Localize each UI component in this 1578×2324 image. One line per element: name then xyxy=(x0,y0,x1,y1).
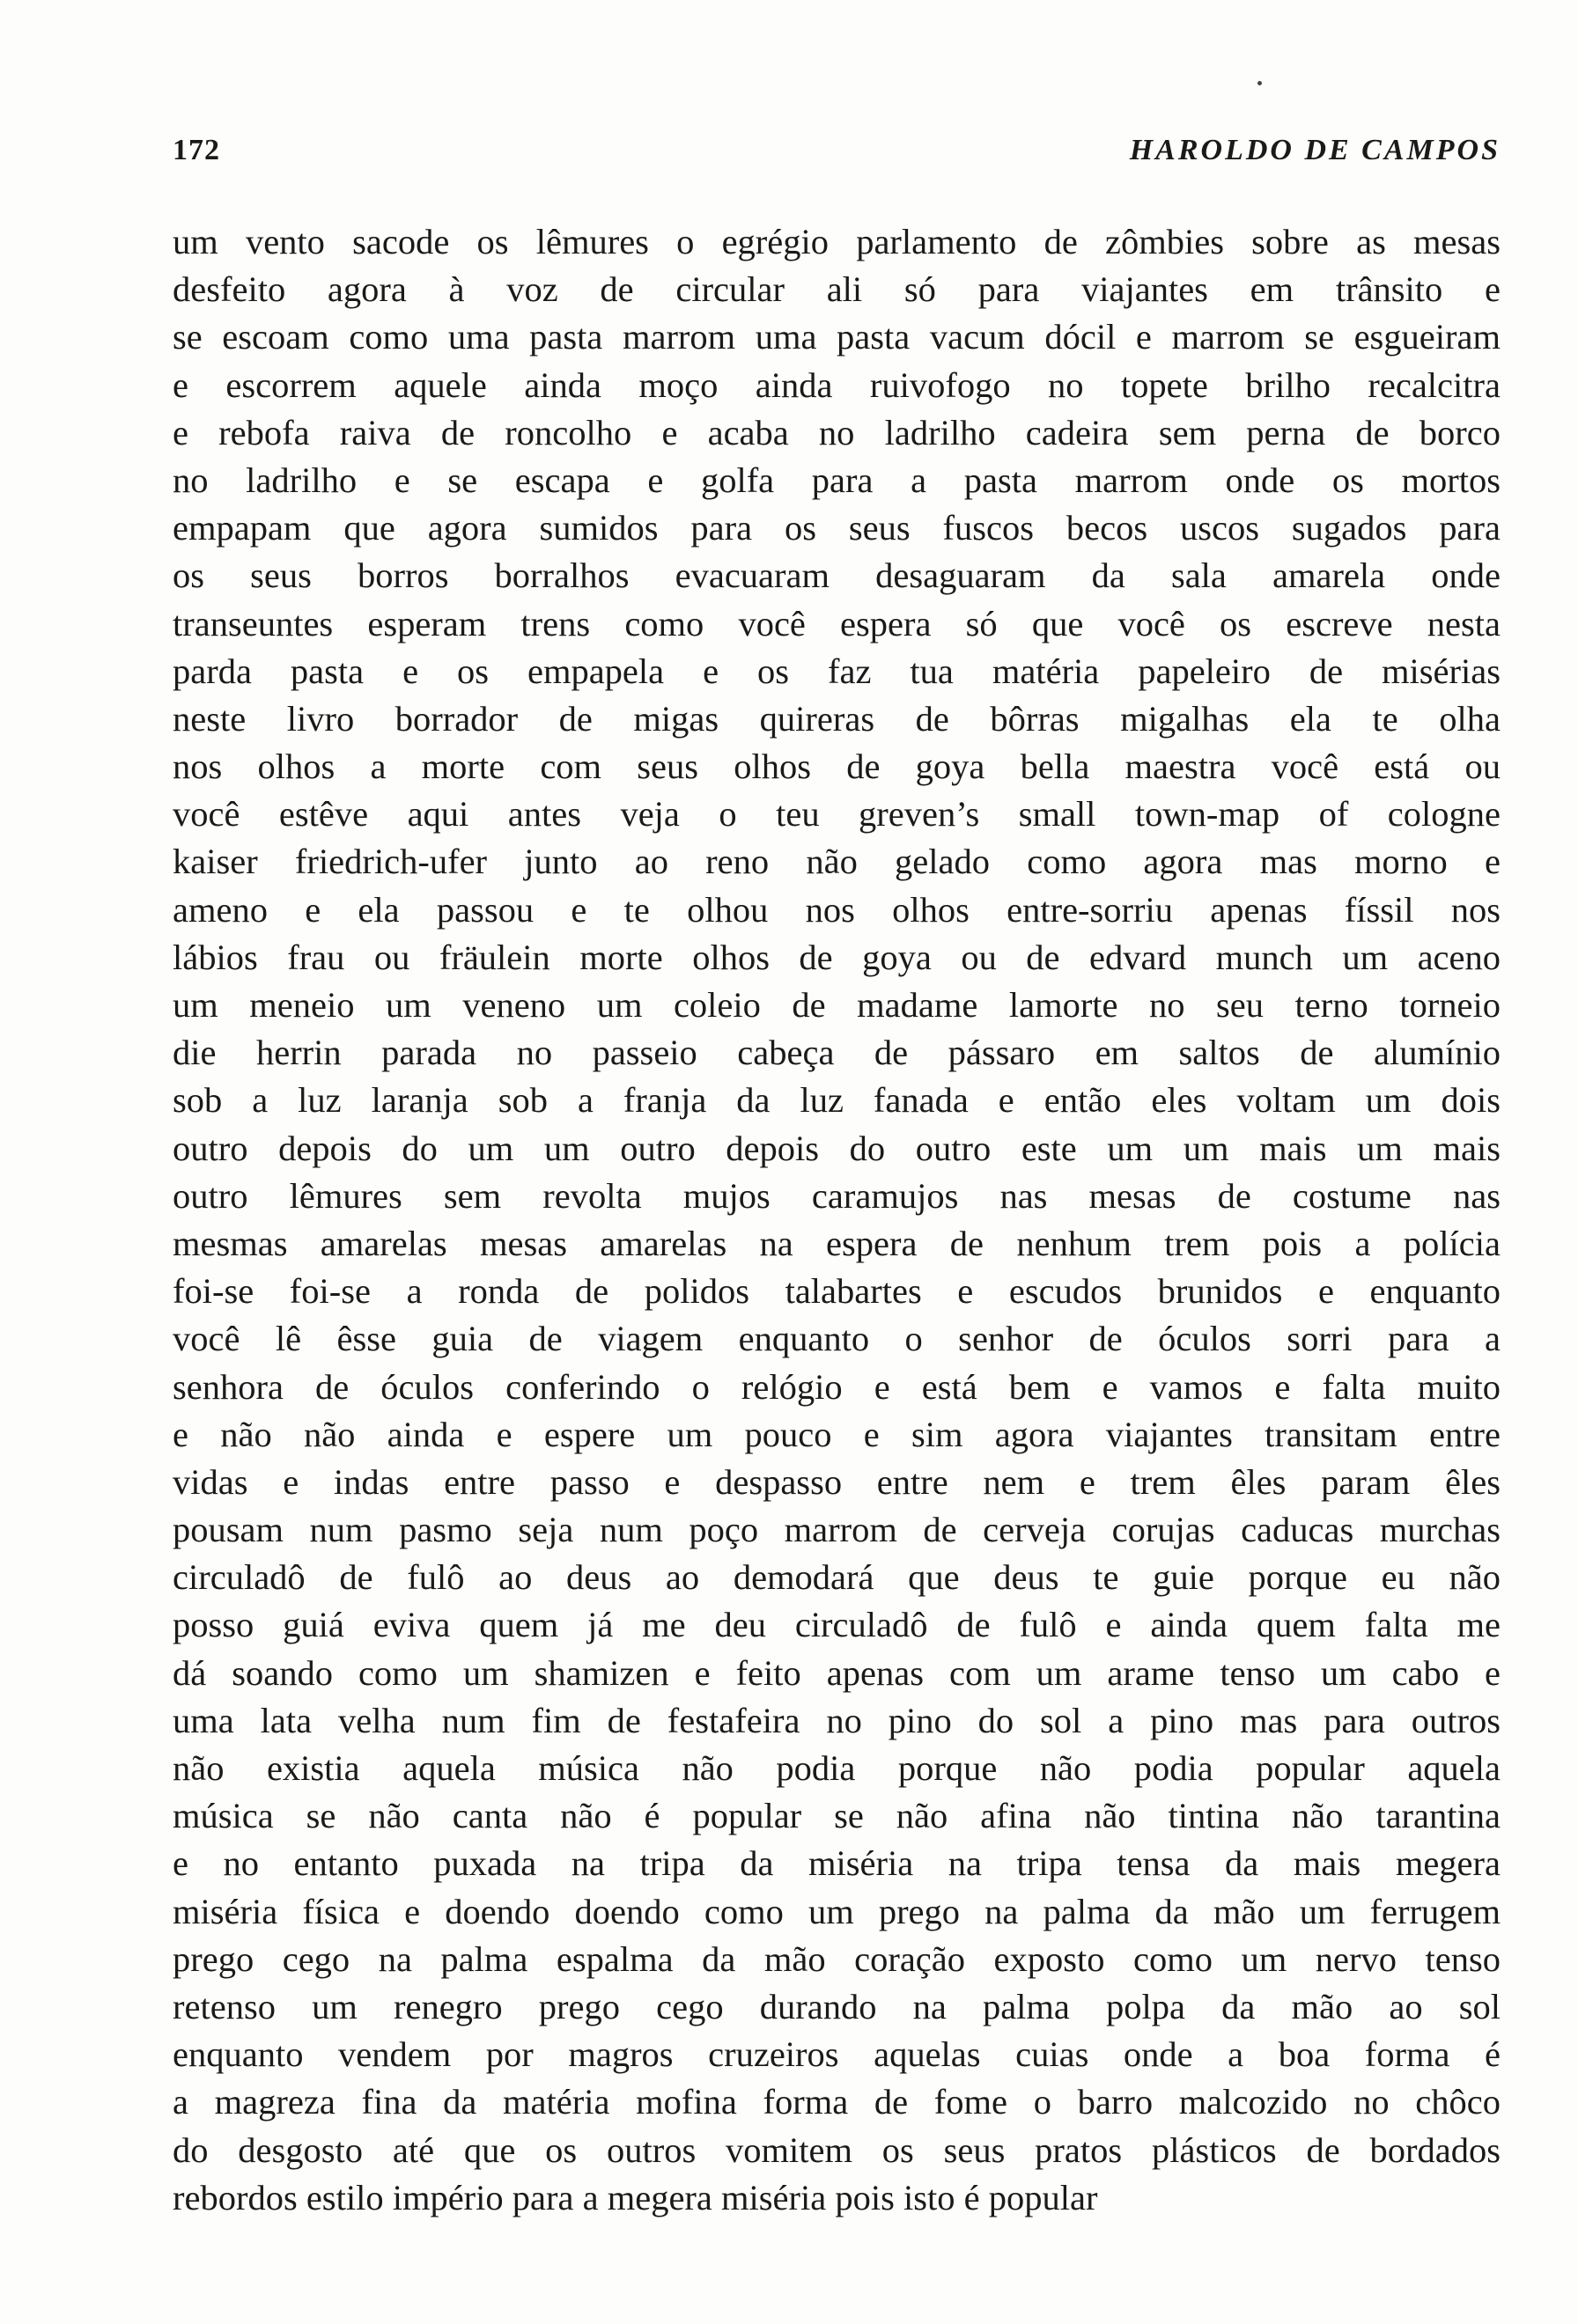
text-line: retenso um renegro prego cego durando na palma polpa da mão ao sol xyxy=(173,1986,1501,2026)
running-head-author: HAROLDO DE CAMPOS xyxy=(1129,134,1501,166)
text-line: não existia aquela música não podia porque não podia popular aquela xyxy=(173,1748,1501,1788)
text-line: dá soando como um shamizen e feito apenas com um arame tenso um cabo e xyxy=(173,1652,1501,1693)
text-line: vidas e indas entre passo e despasso entre nem e trem êles param êles xyxy=(173,1461,1501,1502)
text-line: enquanto vendem por magros cruzeiros aquelas cuias onde a boa forma é xyxy=(173,2034,1501,2075)
text-line: foi-se foi-se a ronda de polidos talabartes e escudos brunidos e enquanto xyxy=(173,1271,1501,1312)
text-line: você estêve aqui antes veja o teu greven’s small town-map of cologne xyxy=(173,794,1501,835)
text-line: uma lata velha num fim de festafeira no pino do sol a pino mas para outros xyxy=(173,1700,1501,1740)
text-line: rebordos estilo império para a megera miséria pois isto é popular xyxy=(173,2177,1098,2217)
text-line: circuladô de fulô ao deus ao demodará que deus te guie porque eu não xyxy=(173,1557,1501,1598)
text-line: um meneio um veneno um coleio de madame lamorte no seu terno torneio xyxy=(173,985,1501,1025)
text-line: e não não ainda e espere um pouco e sim agora viajantes transitam entre xyxy=(173,1414,1501,1454)
text-line: outro depois do um um outro depois do outro este um um mais um mais xyxy=(173,1128,1501,1168)
print-speck xyxy=(1257,81,1262,85)
text-line: parda pasta e os empapela e os faz tua matéria papeleiro de misérias xyxy=(173,651,1501,691)
poem-text-block xyxy=(173,218,1501,2222)
text-line: a magreza fina da matéria mofina forma de fome o barro malcozido no chôco xyxy=(173,2082,1501,2122)
text-line: um vento sacode os lêmures o egrégio parlamento de zômbies sobre as mesas xyxy=(173,222,1501,261)
text-line: empapam que agora sumidos para os seus fuscos becos uscos sugados para xyxy=(173,508,1501,548)
text-line: no ladrilho e se escapa e golfa para a pasta marrom onde os mortos xyxy=(173,460,1501,500)
text-line: nos olhos a morte com seus olhos de goya bella maestra você está ou xyxy=(173,746,1501,787)
text-line: se escoam como uma pasta marrom uma pasta vacum dócil e marrom se esgueiram xyxy=(173,317,1501,357)
text-line: desfeito agora à voz de circular ali só para viajantes em trânsito e xyxy=(173,269,1501,310)
text-line: os seus borros borralhos evacuaram desaguaram da sala amarela onde xyxy=(173,555,1501,596)
text-line: kaiser friedrich-ufer junto ao reno não gelado como agora mas morno e xyxy=(173,842,1501,882)
text-line: posso guiá eviva quem já me deu circuladô de fulô e ainda quem falta me xyxy=(173,1605,1501,1645)
text-line: miséria física e doendo doendo como um prego na palma da mão um ferrugem xyxy=(173,1891,1501,1931)
text-line: transeuntes esperam trens como você espera só que você os escreve nesta xyxy=(173,603,1501,644)
text-line: você lê êsse guia de viagem enquanto o senhor de óculos sorri para a xyxy=(173,1319,1501,1359)
page-number: 172 xyxy=(173,134,220,166)
text-line: lábios frau ou fräulein morte olhos de goya ou de edvard munch um aceno xyxy=(173,937,1501,977)
text-line: sob a luz laranja sob a franja da luz fanada e então eles voltam um dois xyxy=(173,1080,1501,1121)
text-line: e no entanto puxada na tripa da miséria na tripa tensa da mais megera xyxy=(173,1843,1501,1884)
text-line: prego cego na palma espalma da mão coração exposto como um nervo tenso xyxy=(173,1938,1501,1979)
text-line: die herrin parada no passeio cabeça de pássaro em saltos de alumínio xyxy=(173,1033,1501,1073)
text-line: ameno e ela passou e te olhou nos olhos entre-sorriu apenas físsil nos xyxy=(173,889,1501,930)
text-line: pousam num pasmo seja num poço marrom de cerveja corujas caducas murchas xyxy=(173,1510,1501,1550)
text-line: outro lêmures sem revolta mujos caramujos nas mesas de costume nas xyxy=(173,1175,1501,1216)
text-line: senhora de óculos conferindo o relógio e está bem e vamos e falta muito xyxy=(173,1366,1501,1407)
text-line: música se não canta não é popular se não afina não tintina não tarantina xyxy=(173,1796,1501,1836)
running-head xyxy=(173,134,1501,180)
text-line: do desgosto até que os outros vomitem os seus pratos plásticos de bordados xyxy=(173,2129,1501,2170)
text-line: mesmas amarelas mesas amarelas na espera de nenhum trem pois a polícia xyxy=(173,1223,1501,1263)
text-line: e escorrem aquele ainda moço ainda ruivofogo no topete brilho recalcitra xyxy=(173,364,1501,405)
text-line: neste livro borrador de migas quireras de bôrras migalhas ela te olha xyxy=(173,698,1501,739)
text-line: e rebofa raiva de roncolho e acaba no ladrilho cadeira sem perna de borco xyxy=(173,412,1501,452)
